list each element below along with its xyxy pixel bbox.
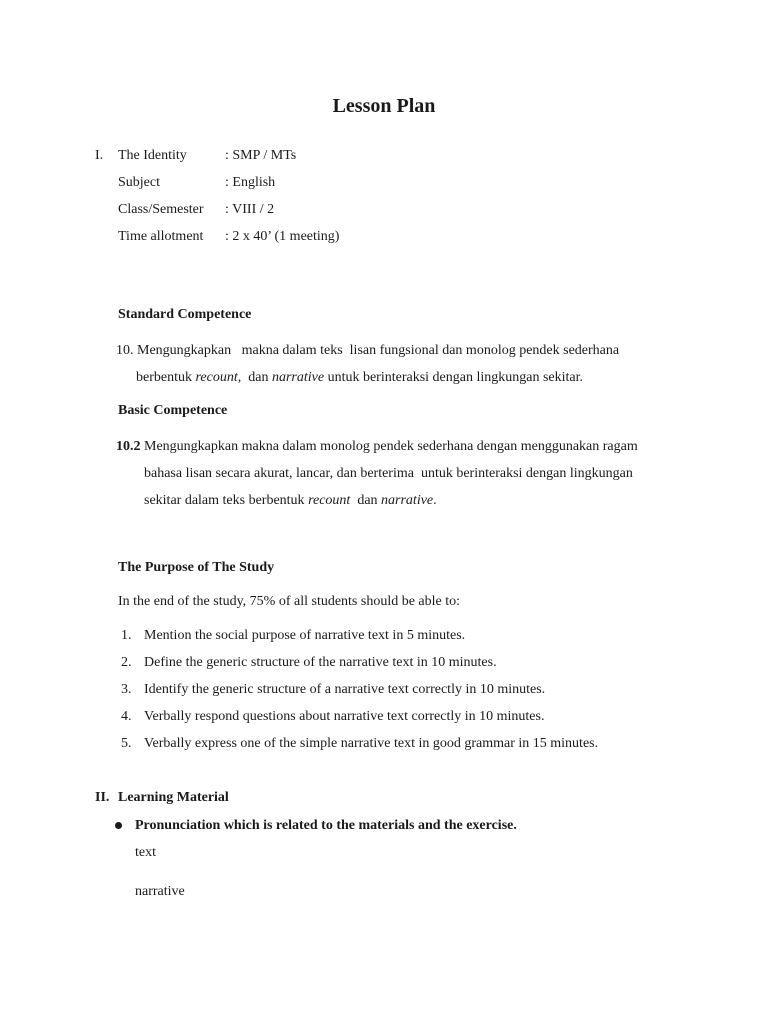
bullet-icon [115, 822, 122, 829]
list-item-number: 1. [121, 628, 132, 643]
list-item-number: 4. [121, 709, 132, 724]
section-numeral-i: I. [95, 148, 104, 163]
list-item: Define the generic structure of the narrative text in 10 minutes. [144, 655, 497, 670]
purpose-heading: The Purpose of The Study [118, 560, 275, 575]
subject-label: Subject [118, 175, 160, 190]
basic-competence-number: 10.2 [116, 439, 141, 454]
list-item: Identify the generic structure of a narrative text correctly in 10 minutes. [144, 682, 546, 697]
basic-competence-line1: 10.2 Mengungkapkan makna dalam monolog pendek sederhana dengan menggunakan ragam [116, 439, 638, 454]
material-word: narrative [135, 884, 185, 899]
time-allotment-value: : 2 x 40’ (1 meeting) [225, 229, 340, 244]
list-item-number: 3. [121, 682, 132, 697]
standard-competence-heading: Standard Competence [118, 307, 252, 322]
list-item: Verbally respond questions about narrative text correctly in 10 minutes. [144, 709, 545, 724]
learning-material-heading: Learning Material [118, 790, 229, 805]
material-word: text [135, 845, 156, 860]
basic-competence-line2: bahasa lisan secara akurat, lancar, dan berterima untuk berinteraksi dengan lingkungan [144, 466, 633, 481]
list-item: Mention the social purpose of narrative text in 5 minutes. [144, 628, 466, 643]
subject-value: : English [225, 175, 276, 190]
identity-label: The Identity [118, 148, 187, 163]
standard-competence-line2: berbentuk recount, dan narrative untuk berinteraksi dengan lingkungan sekitar. [136, 370, 584, 385]
standard-competence-line1: Mengungkapkan makna dalam teks lisan fungsional dan monolog pendek sederhana [137, 343, 620, 358]
list-item: Verbally express one of the simple narrative text in good grammar in 15 minutes. [144, 736, 599, 751]
learning-material-bullet-text: Pronunciation which is related to the materials and the exercise. [135, 818, 517, 833]
basic-competence-line3: sekitar dalam teks berbentuk recount dan narrative. [144, 493, 437, 508]
section-numeral-ii: II. [95, 790, 110, 805]
basic-competence-heading: Basic Competence [118, 403, 228, 418]
purpose-intro: In the end of the study, 75% of all students should be able to: [118, 594, 461, 609]
time-allotment-label: Time allotment [118, 229, 204, 244]
identity-value: : SMP / MTs [225, 148, 297, 163]
standard-competence-number: 10. [116, 343, 134, 358]
class-semester-value: : VIII / 2 [225, 202, 275, 217]
class-semester-label: Class/Semester [118, 202, 204, 217]
page-title: Lesson Plan [332, 95, 436, 117]
list-item-number: 5. [121, 736, 132, 751]
list-item-number: 2. [121, 655, 132, 670]
